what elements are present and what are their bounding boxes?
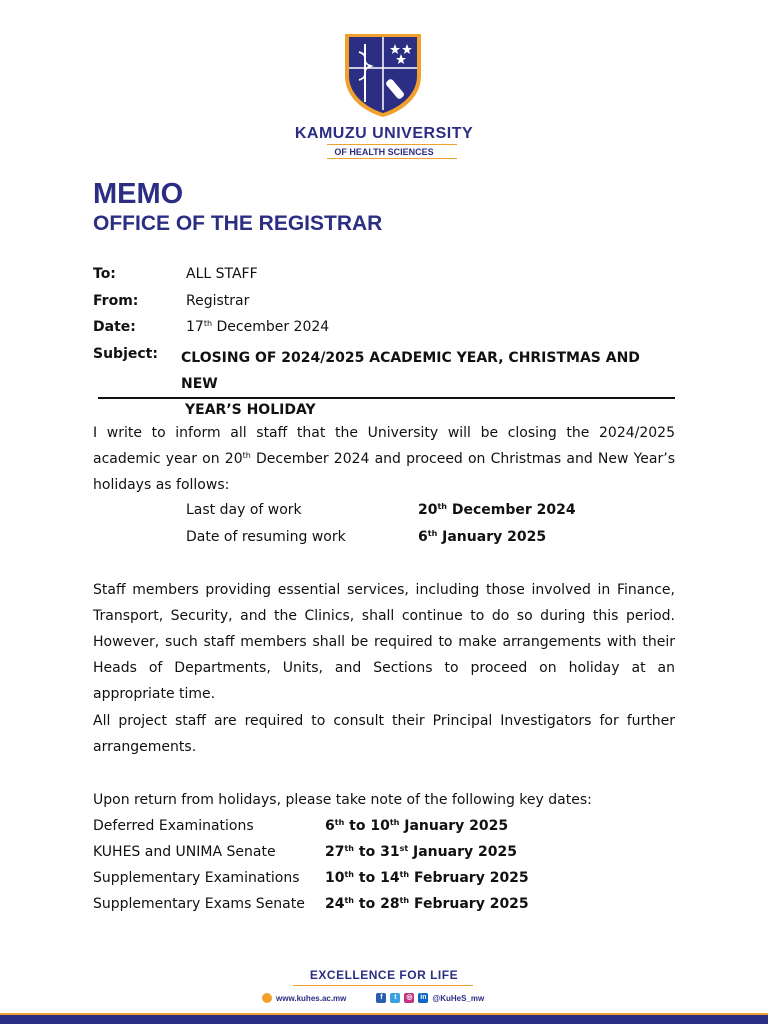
footer-motto-underline (293, 985, 473, 986)
website-link[interactable]: www.kuhes.ac.mw (276, 993, 347, 1003)
globe-icon (262, 993, 272, 1003)
subject-label: Subject: (93, 346, 158, 362)
linkedin-icon[interactable]: in (420, 994, 427, 1001)
key-date-label: Supplementary Examinations (93, 870, 300, 886)
footer-links (262, 993, 484, 1003)
university-subtitle: OF HEALTH SCIENCES (334, 147, 434, 157)
university-name: KAMUZU UNIVERSITY (294, 125, 474, 142)
key-date-value: 6th to 10th January 2025 (325, 818, 509, 834)
paragraph-project-staff: All project staff are required to consult their Principal Investigators for further arrangements. (93, 713, 675, 755)
subject-value (181, 345, 681, 423)
twitter-icon[interactable]: t (390, 993, 400, 1003)
key-date-value: 27th to 31st January 2025 (325, 844, 517, 860)
key-date-value: 24th to 28th February 2025 (325, 896, 529, 912)
key-date-value: 10th to 14th February 2025 (325, 870, 529, 886)
key-date-label: Supplementary Exams Senate (93, 896, 305, 912)
from-label: From: (93, 293, 139, 309)
from-value: Registrar (186, 293, 250, 309)
subject-line-2: YEAR’S HOLIDAY (185, 402, 316, 418)
university-subtitle-underline (327, 158, 457, 159)
facebook-icon[interactable]: f (376, 993, 386, 1003)
last-day-value: 20th December 2024 (418, 502, 576, 518)
date-value: 17th December 2024 (186, 319, 330, 335)
to-label: To: (93, 266, 116, 282)
paragraph-key-dates-intro: Upon return from holidays, please take note of the following key dates: (93, 792, 592, 808)
paragraph-closing-notice: I write to inform all staff that the University will be closing the 2024/2025 academic year on 20th December 2024 and proceed on Christmas and New Year’s holidays as follows: (93, 425, 675, 493)
memo-title: MEMO (93, 178, 184, 210)
key-date-label: Deferred Examinations (93, 818, 254, 834)
office-title: OFFICE OF THE REGISTRAR (93, 212, 383, 235)
instagram-icon[interactable]: ◎ (406, 994, 413, 1001)
footer-motto: EXCELLENCE FOR LIFE (309, 968, 459, 982)
university-name-divider (327, 144, 457, 145)
subject-line-1: CLOSING OF 2024/2025 ACADEMIC YEAR, CHRISTMAS AND NEW (181, 350, 640, 392)
resume-value: 6th January 2025 (418, 529, 547, 545)
header-divider (98, 397, 675, 399)
last-day-label: Last day of work (186, 502, 302, 518)
university-crest-logo (343, 32, 423, 118)
date-label: Date: (93, 319, 136, 335)
key-date-label: KUHES and UNIMA Senate (93, 844, 276, 860)
footer-bar (0, 1015, 768, 1024)
paragraph-essential-services: Staff members providing essential services, including those involved in Finance, Transport, Security, and the Clinics, shall continue to do so during this period. However, such staff members shall be required to make arrangements with their Heads of Departments, Units, and Sections to proceed on holiday at an appropriate time. (93, 582, 675, 702)
to-value: ALL STAFF (186, 266, 258, 282)
social-handle[interactable]: @KuHeS_mw (432, 993, 485, 1003)
resume-label: Date of resuming work (186, 529, 346, 545)
